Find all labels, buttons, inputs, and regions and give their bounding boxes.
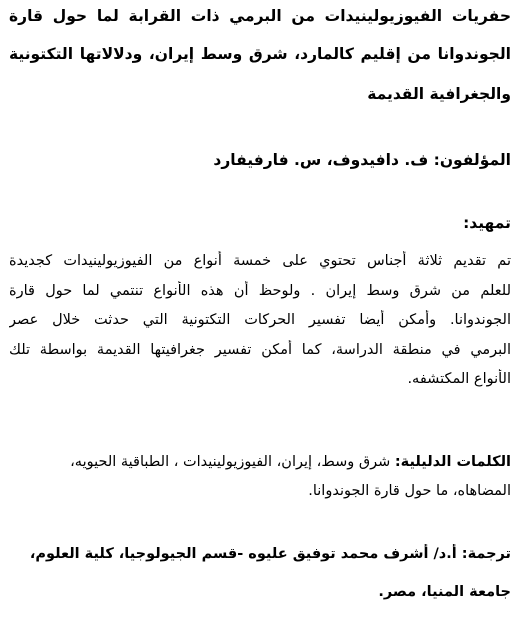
intro-line-5: الأنواع المكتشفه. [407,371,511,387]
authors-line: المؤلفون: ف. دافيدوف، س. فارفيفارد [213,151,511,169]
title-line-3: والجغرافية القديمة [367,85,511,103]
keywords-line-1 [9,452,511,472]
intro-line-3: الجوندوانا. وأمكن أيضا تفسير الحركات التكتونية التي حدثت خلال عصر [9,312,511,328]
translation-label: ترجمة: [461,546,511,562]
intro-line-2: للعلم من شرق وسط إيران . ولوحظ أن هذه الأنواع تنتمي لما حول قارة [9,283,511,299]
keywords-label: الكلمات الدليلية: [394,454,511,470]
keywords-text: شرق وسط، إيران، الفيوزيولينيدات ، الطباقية الحيويه، [70,454,391,470]
translation-line-1 [9,544,511,564]
keywords-line-2: المضاهاه، ما حول قارة الجوندوانا. [308,483,511,499]
intro-line-4: البرمي في منطقة الدراسة، كما أمكن تفسير جغرافيتها القديمة بواسطة تلك [9,342,511,358]
intro-line-1: تم تقديم ثلاثة أجناس تحتوي على خمسة أنواع من الفيوزيولينيدات كجديدة [9,253,511,269]
title-line-1: حفريات الفيوزيولينيدات من البرمي ذات القرابة لما حول قارة [9,7,511,25]
translation-line-2: جامعة المنيا، مصر. [378,584,511,600]
title-line-2: الجوندوانا من إقليم كالمارد، شرق وسط إيران، ودلالاتها التكتونية [9,45,511,63]
translator-text: أ.د/ أشرف محمد توفيق عليوه -قسم الجيولوجيا، كلية العلوم، [29,546,457,562]
intro-heading: تمهيد: [463,214,511,232]
